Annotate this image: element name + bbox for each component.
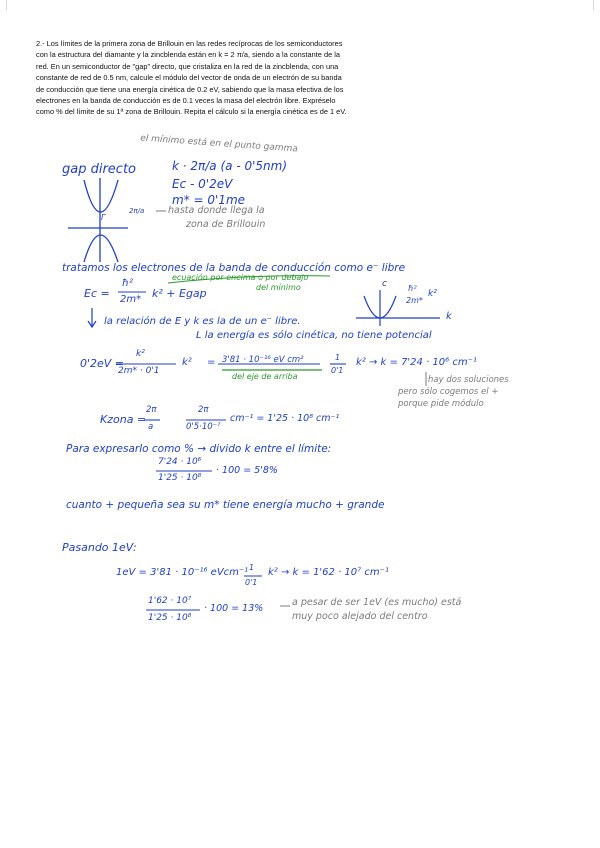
percent-line: Para expresarlo como % → divido k entre el límite:	[66, 443, 332, 455]
kbz-num: 2π	[146, 405, 157, 415]
sketch-e-label: c	[382, 279, 387, 289]
final-num: 1'62 · 10⁷	[148, 596, 192, 606]
two-solutions-note: hay dos soluciones	[428, 375, 509, 385]
data-ec: Ec - 0'2eV	[172, 177, 233, 191]
sketch-2m: 2m*	[406, 296, 423, 305]
green-note: del mínimo	[256, 283, 301, 292]
calc-den: 2m* · 0'1	[118, 366, 160, 376]
onev-frac-den: 0'1	[245, 578, 258, 587]
pct-result: · 100 = 5'8%	[216, 465, 278, 476]
sketch-hbar: ħ²	[408, 284, 417, 293]
conclusion: cuanto + pequeña sea su m* tiene energía mucho + grande	[66, 499, 385, 511]
valence-band-curve	[84, 235, 118, 262]
calc-const: 3'81 · 10⁻¹⁶ eV cm²	[222, 355, 304, 365]
data-k: k · 2π/a (a - 0'5nm)	[172, 159, 288, 173]
relation-line: la relación de E y k es la de un e⁻ libre.	[104, 316, 301, 327]
gamma-label: Γ	[101, 213, 106, 222]
two-solutions-note: porque pide módulo	[398, 399, 484, 409]
down-arrow	[88, 308, 96, 327]
data-m: m* = 0'1me	[172, 193, 246, 207]
problem-line: de conducción que tiene una energía cinética de 0.2 eV, sabiendo que la masa efectiva de los	[36, 84, 344, 94]
conduction-band-curve	[84, 180, 118, 212]
formula-k2-egap: k² + Egap	[152, 287, 207, 300]
kbz-result: cm⁻¹ = 1'25 · 10⁸ cm⁻¹	[230, 413, 340, 424]
calc-frac-den: 0'1	[331, 366, 344, 375]
calc-num: k²	[136, 349, 145, 359]
treat-line: tratamos los electrones de la banda de conducción como e⁻ libre	[62, 262, 406, 274]
final-note: muy poco alejado del centro	[292, 611, 428, 622]
problem-line: con la estructura del diamante y la zincblenda están en k = 2 π/a, siendo a la constante de la	[36, 50, 340, 60]
problem-line: red. En un semiconductor de "gap" directo, que cristaliza en la red de la zincblenda, con una	[36, 61, 339, 71]
onev-frac-num: 1	[249, 563, 255, 572]
bz-note: hasta donde llega la	[168, 205, 265, 216]
problem-line: 2.- Los límites de la primera zona de Brillouin en las redes recíprocas de los semiconductores	[36, 39, 343, 48]
axis-k-label: 2π/a	[129, 207, 145, 215]
onev-lhs: 1eV = 3'81 · 10⁻¹⁶ eVcm⁻¹	[116, 567, 249, 578]
calc-lhs: 0'2eV =	[80, 357, 125, 370]
calc-equals: =	[207, 357, 216, 368]
relation-line: L la energía es sólo cinética, no tiene potencial	[196, 330, 432, 341]
onev-result: k² → k = 1'62 · 10⁷ cm⁻¹	[268, 567, 389, 578]
green-const-note: del eje de arriba	[232, 372, 298, 381]
onev-title: Pasando 1eV:	[62, 541, 137, 554]
calc-result: k² → k = 7'24 · 10⁶ cm⁻¹	[356, 357, 477, 368]
sketch-k-label: k	[446, 311, 452, 322]
calc-frac-num: 1	[335, 353, 341, 362]
sketch-k2: k²	[428, 289, 437, 299]
min-note: el mínimo está en el punto gamma	[139, 133, 299, 155]
final-result: · 100 = 13%	[204, 603, 264, 614]
problem-line: electrones en la banda de conducción es de 0.1 veces la masa del electrón libre. Expréselo	[36, 96, 336, 106]
kbz-label: Kzona =	[100, 413, 147, 426]
formula-ec: Ec =	[84, 287, 110, 300]
kbz-den: 0'5·10⁻⁷	[186, 422, 221, 432]
problem-line: como % del límite de su 1ª zona de Brillouin. Repita el cálculo si la energía cinética es de 1 eV.	[36, 107, 347, 117]
green-note: ecuación por encima o por debajo	[172, 273, 309, 282]
formula-2m: 2m*	[120, 294, 142, 305]
pct-num: 7'24 · 10⁶	[158, 457, 202, 467]
gap-label: gap directo	[62, 162, 137, 177]
calc-k2: k²	[182, 357, 192, 368]
pct-den: 1'25 · 10⁸	[158, 473, 202, 483]
two-solutions-note: pero sólo cogemos el +	[398, 387, 499, 397]
bz-note: zona de Brillouin	[186, 219, 266, 230]
problem-line: constante de red de 0.5 nm, calcule el módulo del vector de onda de un electrón de su banda	[36, 73, 342, 83]
formula-hbar: ħ²	[122, 278, 133, 289]
final-den: 1'25 · 10⁸	[148, 613, 192, 623]
kbz-den: a	[148, 422, 154, 432]
final-note: a pesar de ser 1eV (es mucho) está	[292, 597, 462, 608]
kbz-num: 2π	[198, 405, 209, 415]
